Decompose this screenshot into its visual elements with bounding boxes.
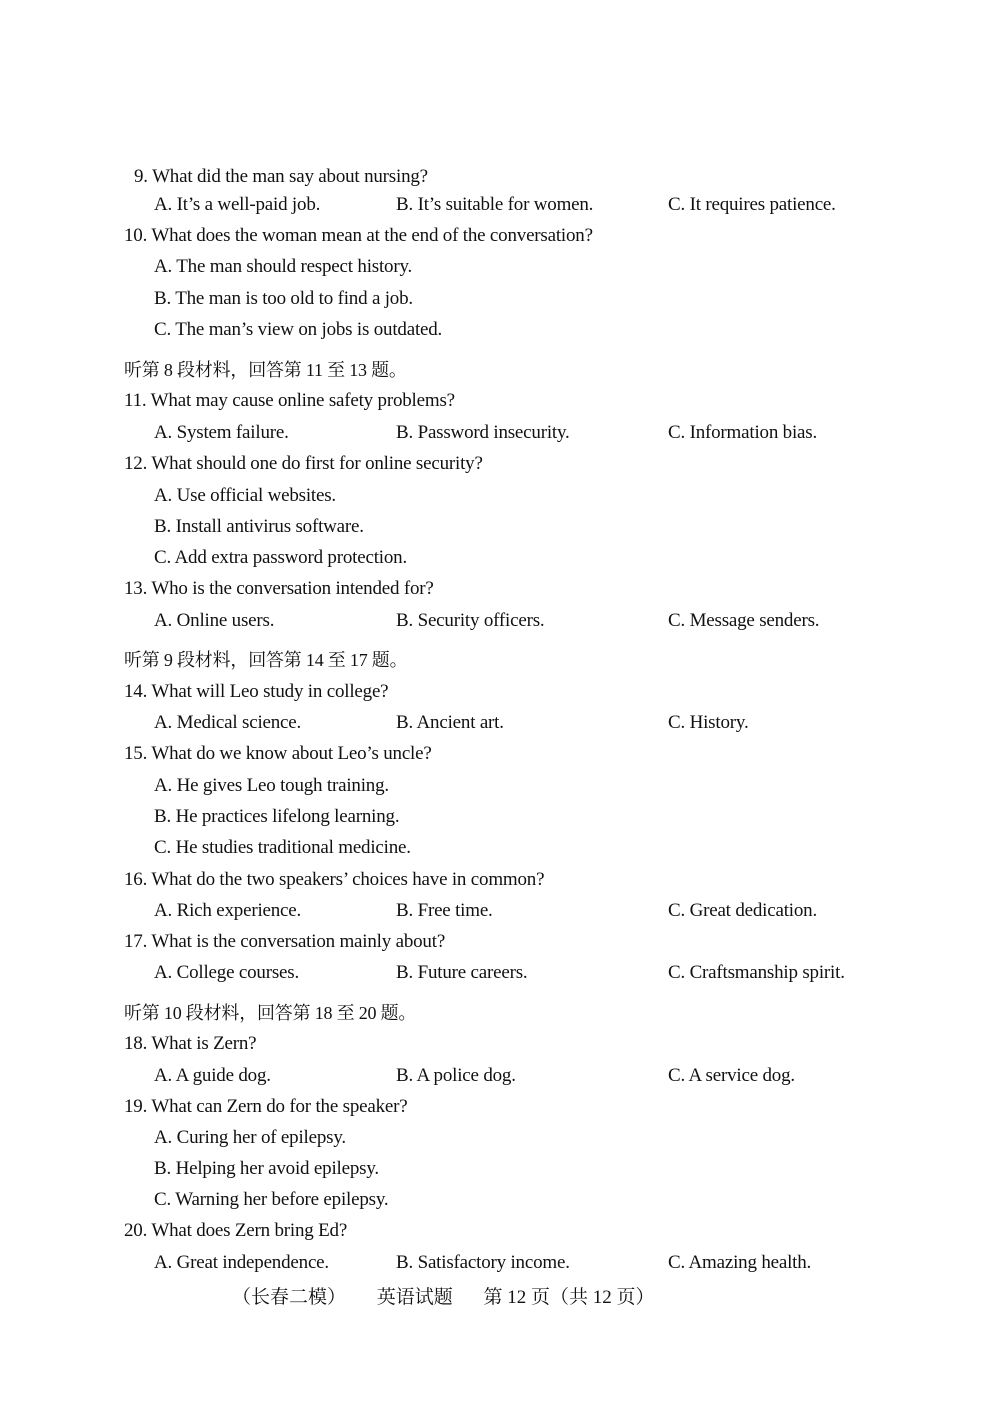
option-17b: B. Future careers. bbox=[396, 962, 528, 983]
option-11a: A. System failure. bbox=[154, 422, 289, 443]
option-13c: C. Message senders. bbox=[668, 610, 820, 631]
footer-exam: （长春二模） bbox=[232, 1287, 347, 1308]
question-10: 10. What does the woman mean at the end of the conversation? bbox=[124, 225, 593, 246]
option-18a: A. A guide dog. bbox=[154, 1065, 271, 1086]
question-18: 18. What is Zern? bbox=[124, 1033, 257, 1054]
option-19a: A. Curing her of epilepsy. bbox=[154, 1127, 346, 1148]
question-15: 15. What do we know about Leo’s uncle? bbox=[124, 743, 432, 764]
option-16a: A. Rich experience. bbox=[154, 900, 302, 921]
option-13b: B. Security officers. bbox=[396, 610, 545, 631]
section-heading-10: 听第 10 段材料，回答第 18 至 20 题。 bbox=[124, 1003, 417, 1023]
option-16c: C. Great dedication. bbox=[668, 900, 818, 921]
question-11: 11. What may cause online safety problems? bbox=[124, 390, 455, 411]
option-17c: C. Craftsmanship spirit. bbox=[668, 962, 845, 983]
option-18b: B. A police dog. bbox=[396, 1065, 516, 1086]
option-15b: B. He practices lifelong learning. bbox=[154, 806, 400, 827]
question-19: 19. What can Zern do for the speaker? bbox=[124, 1096, 408, 1117]
question-16: 16. What do the two speakers’ choices have in common? bbox=[124, 869, 545, 890]
option-15a: A. He gives Leo tough training. bbox=[154, 775, 389, 796]
option-20a: A. Great independence. bbox=[154, 1252, 329, 1273]
question-20: 20. What does Zern bring Ed? bbox=[124, 1220, 348, 1241]
option-9b: B. It’s suitable for women. bbox=[396, 194, 594, 215]
option-10c: C. The man’s view on jobs is outdated. bbox=[154, 319, 443, 340]
page-footer bbox=[232, 1282, 681, 1309]
option-15c: C. He studies traditional medicine. bbox=[154, 837, 411, 858]
question-12: 12. What should one do first for online security? bbox=[124, 453, 483, 474]
question-17: 17. What is the conversation mainly about? bbox=[124, 931, 446, 952]
option-14b: B. Ancient art. bbox=[396, 712, 504, 733]
section-heading-8: 听第 8 段材料，回答第 11 至 13 题。 bbox=[124, 360, 407, 380]
option-14c: C. History. bbox=[668, 712, 749, 733]
option-20c: C. Amazing health. bbox=[668, 1252, 812, 1273]
option-10b: B. The man is too old to find a job. bbox=[154, 288, 413, 309]
option-14a: A. Medical science. bbox=[154, 712, 302, 733]
option-20b: B. Satisfactory income. bbox=[396, 1252, 570, 1273]
footer-subject: 英语试题 bbox=[376, 1287, 453, 1308]
question-14: 14. What will Leo study in college? bbox=[124, 681, 389, 702]
option-12b: B. Install antivirus software. bbox=[154, 516, 364, 537]
option-17a: A. College courses. bbox=[154, 962, 299, 983]
option-18c: C. A service dog. bbox=[668, 1065, 795, 1086]
option-13a: A. Online users. bbox=[154, 610, 275, 631]
option-16b: B. Free time. bbox=[396, 900, 493, 921]
section-heading-9: 听第 9 段材料，回答第 14 至 17 题。 bbox=[124, 650, 408, 670]
option-9a: A. It’s a well-paid job. bbox=[154, 194, 321, 215]
option-11b: B. Password insecurity. bbox=[396, 422, 570, 443]
option-12c: C. Add extra password protection. bbox=[154, 547, 408, 568]
question-13: 13. Who is the conversation intended for? bbox=[124, 578, 434, 599]
option-19c: C. Warning her before epilepsy. bbox=[154, 1189, 389, 1210]
footer-page-number: 第 12 页（共 12 页） bbox=[483, 1287, 655, 1308]
option-9c: C. It requires patience. bbox=[668, 194, 836, 215]
option-12a: A. Use official websites. bbox=[154, 485, 336, 506]
question-9: 9. What did the man say about nursing? bbox=[134, 166, 428, 187]
option-10a: A. The man should respect history. bbox=[154, 256, 413, 277]
option-19b: B. Helping her avoid epilepsy. bbox=[154, 1158, 379, 1179]
option-11c: C. Information bias. bbox=[668, 422, 818, 443]
